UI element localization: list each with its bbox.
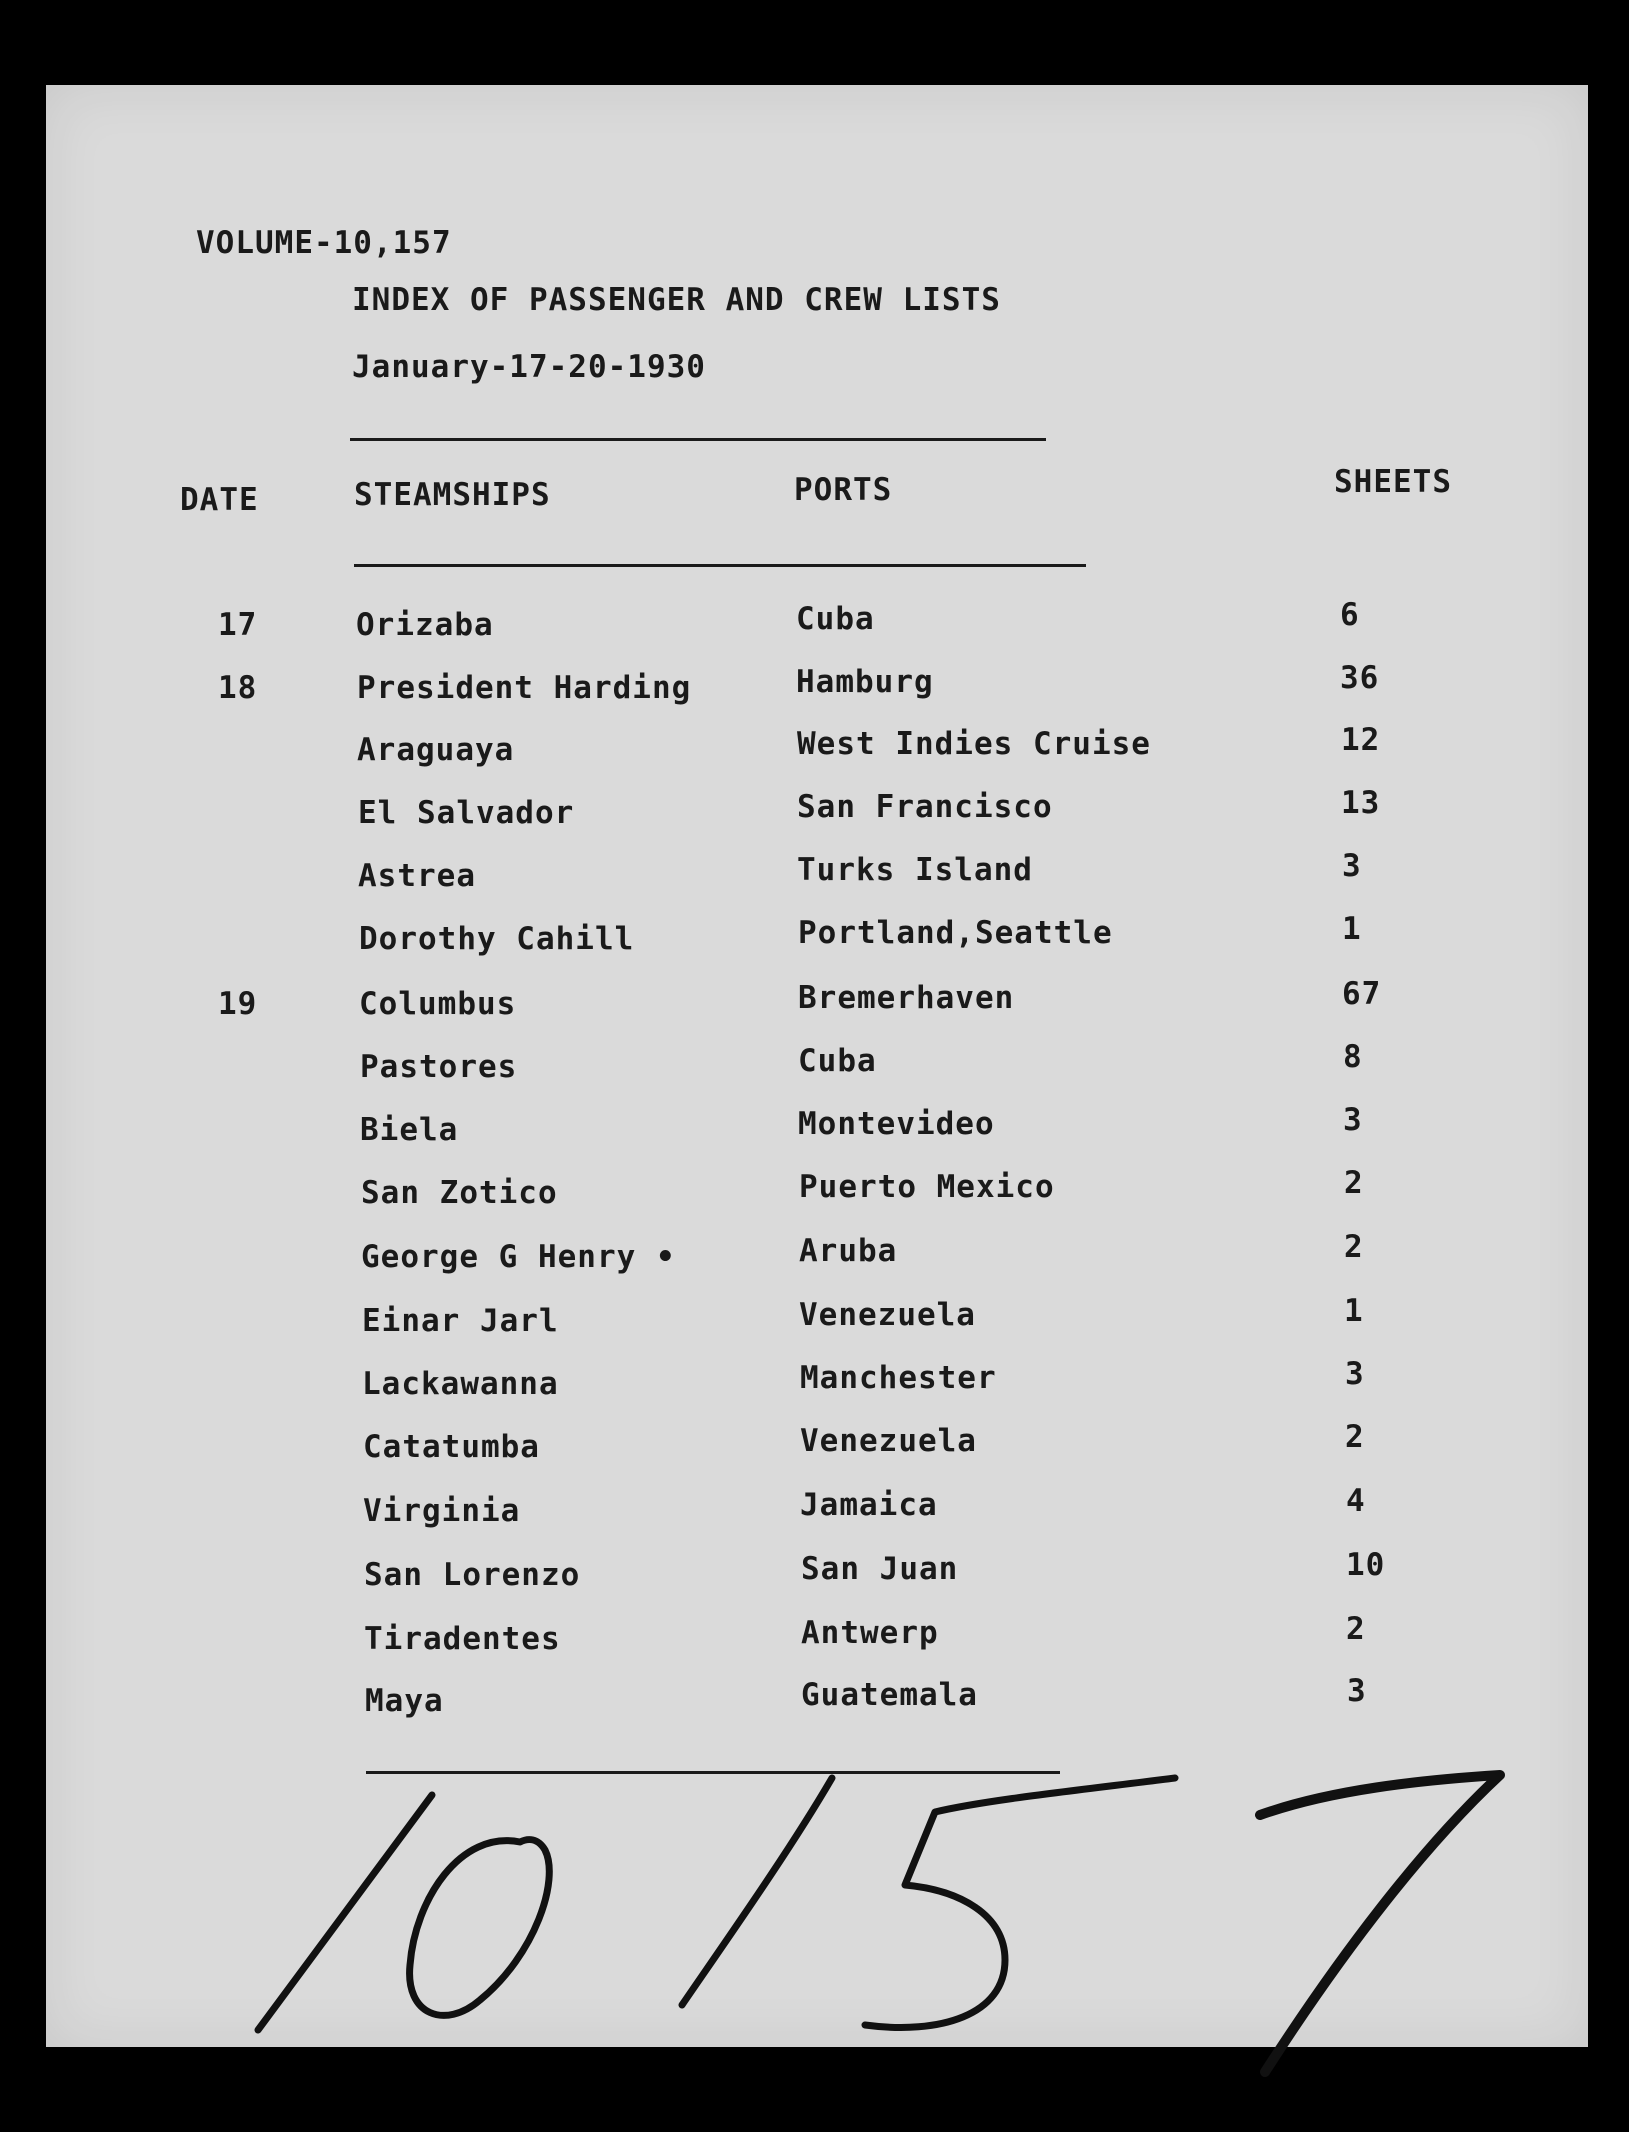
row-steamship: Biela [360,1112,459,1148]
row-steamship: Einar Jarl [362,1303,559,1339]
row-sheets: 10 [1346,1547,1386,1583]
row-port: Montevideo [798,1106,995,1142]
row-sheets: 3 [1342,848,1362,884]
row-steamship: George G Henry • [361,1239,676,1275]
row-port: Puerto Mexico [799,1169,1055,1205]
row-sheets: 1 [1344,1293,1364,1329]
row-steamship: Virginia [363,1493,521,1529]
row-steamship: San Lorenzo [364,1557,581,1593]
volume-label: VOLUME-10,157 [196,225,452,261]
row-sheets: 3 [1347,1673,1367,1709]
column-header-steamships: STEAMSHIPS [354,477,551,513]
document-title: INDEX OF PASSENGER AND CREW LISTS [352,282,1001,318]
row-sheets: 67 [1342,976,1382,1012]
column-header-date: DATE [180,482,259,518]
row-steamship: Lackawanna [362,1366,559,1402]
row-port: Hamburg [796,664,934,700]
row-port: Jamaica [800,1487,938,1523]
row-steamship: Pastores [360,1049,518,1085]
header-rule-top [350,438,1046,441]
row-port: Cuba [796,601,875,637]
date-range: January-17-20-1930 [352,349,706,385]
row-port: Guatemala [801,1677,978,1713]
row-port: Portland,Seattle [798,915,1113,951]
row-steamship: San Zotico [361,1175,558,1211]
row-date: 18 [218,670,258,706]
row-sheets: 12 [1341,722,1381,758]
row-steamship: Dorothy Cahill [359,921,635,957]
row-port: West Indies Cruise [797,726,1151,762]
row-sheets: 36 [1340,660,1380,696]
row-port: Antwerp [801,1615,939,1651]
row-steamship: Columbus [359,986,517,1022]
row-steamship: Maya [365,1683,444,1719]
row-steamship: Araguaya [357,732,515,768]
row-sheets: 2 [1344,1229,1364,1265]
row-sheets: 3 [1343,1102,1363,1138]
row-sheets: 13 [1341,785,1381,821]
row-port: Turks Island [797,852,1033,888]
row-port: San Francisco [797,789,1053,825]
row-sheets: 3 [1345,1356,1365,1392]
row-date: 19 [218,986,258,1022]
row-steamship: El Salvador [358,795,575,831]
row-steamship: Astrea [358,858,476,894]
row-port: Manchester [800,1360,997,1396]
row-sheets: 1 [1342,911,1362,947]
row-steamship: Orizaba [356,607,494,643]
row-port: Venezuela [799,1297,976,1333]
row-port: San Juan [801,1551,959,1587]
column-header-ports: PORTS [794,472,893,508]
row-port: Venezuela [800,1423,977,1459]
row-sheets: 2 [1344,1165,1364,1201]
row-sheets: 8 [1343,1039,1363,1075]
row-sheets: 2 [1346,1611,1366,1647]
header-rule-bottom [354,564,1086,567]
row-sheets: 6 [1340,597,1360,633]
row-port: Aruba [799,1233,898,1269]
row-steamship: Tiradentes [364,1621,561,1657]
row-sheets: 2 [1345,1419,1365,1455]
column-header-sheets: SHEETS [1334,464,1452,500]
row-sheets: 4 [1346,1483,1366,1519]
row-port: Bremerhaven [798,980,1015,1016]
row-port: Cuba [798,1043,877,1079]
row-steamship: Catatumba [363,1429,540,1465]
row-steamship: President Harding [357,670,692,706]
footer-rule [366,1771,1060,1774]
row-date: 17 [218,607,258,643]
